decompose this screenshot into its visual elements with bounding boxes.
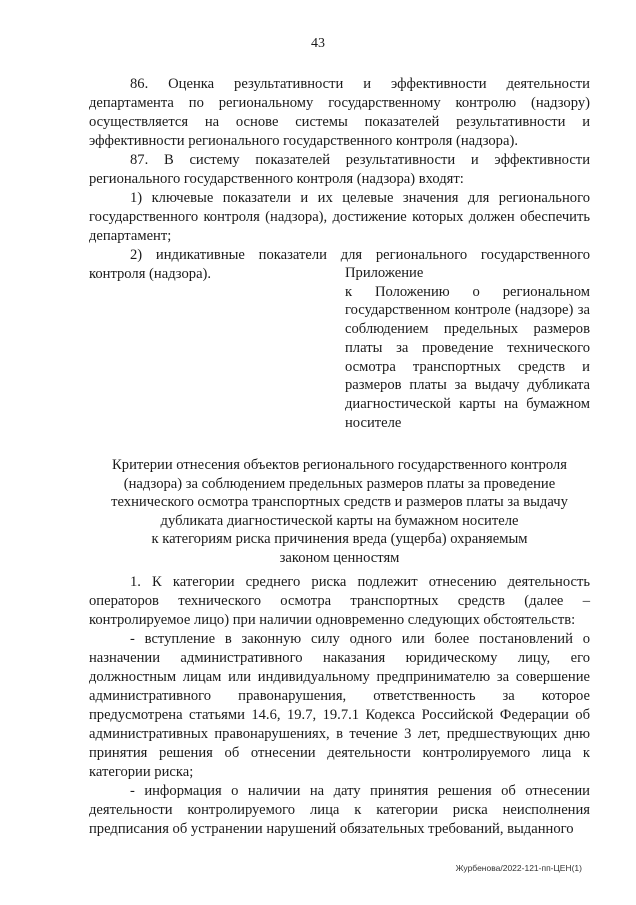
criteria-heading-line: Критерии отнесения объектов регионального государственного контроля [112,457,567,473]
page-number: 43 [311,36,325,51]
document-body-criteria [89,573,590,839]
criteria-paragraph-1: 1. К категории среднего риска подлежит отнесению деятельность операторов технического осмотра транспортных средств (далее – контролируемое лицо) при наличии одновременно следующих обстоятельств: [89,574,590,628]
paragraph-87: 87. В систему показателей результативности и эффективности регионального государственного контроля (надзора) входят: [89,152,590,187]
criteria-heading-line: законом ценностям [279,549,400,566]
criteria-heading-line: дубликата диагностической карты на бумажном носителе [160,512,519,529]
criteria-heading-line: (надзора) за соблюдением предельных размеров платы за проведение [123,475,556,492]
paragraph-86: 86. Оценка результативности и эффективности деятельности департамента по региональному государственному контролю (надзору) осуществляется на основе системы показателей результативности и эффективности регионального государственного контроля (надзора). [89,76,590,149]
appendix-note [345,264,590,432]
footer-document-code: Журбенова/2022-121-пп-ЦЕН(1) [455,863,582,873]
list-item-key-indicators: 1) ключевые показатели и их целевые значения для регионального государственного контроля (надзора), достижение которых должен обеспечить департамент; [89,190,590,244]
criteria-heading-line: технического осмотра транспортных средств и размеров платы за выдачу [111,494,568,511]
criteria-heading [89,456,590,568]
document-body-top [89,75,590,284]
appendix-title: Приложение [345,265,424,281]
criteria-bullet-penalties: - вступление в законную силу одного или более постановлений о назначении административного наказания юридическому лицу, его должностным лицам или индивидуальному предпринимателю за совершение административного правонарушения, ответственность за которое предусмотрена статьями 14.6, 19.7, 19.7.1 Кодекса Российской Федерации об административных правонарушениях, в течение 3 лет, предшествующих дню принятия решения об отнесении деятельности контролируемого лица к категории риска; [89,631,590,780]
criteria-heading-line: к категориям риска причинения вреда (ущерба) охраняемым [151,531,528,548]
criteria-bullet-prescriptions: - информация о наличии на дату принятия решения об отнесении деятельности контролируемого лица к категории риска неисполнения предписания об устранении нарушений обязательных требований, выданного [89,783,590,837]
appendix-text: к Положению о региональном государственном контроле (надзоре) за соблюдением предельных размеров платы за проведение технического осмотра транспортных средств и размеров платы за выдачу дубликата диагностической карты на бумажном носителе [345,283,590,431]
list-item-indicative-indicators: 2) индикативные показатели для регионального государственного контроля (надзора). [89,247,590,282]
